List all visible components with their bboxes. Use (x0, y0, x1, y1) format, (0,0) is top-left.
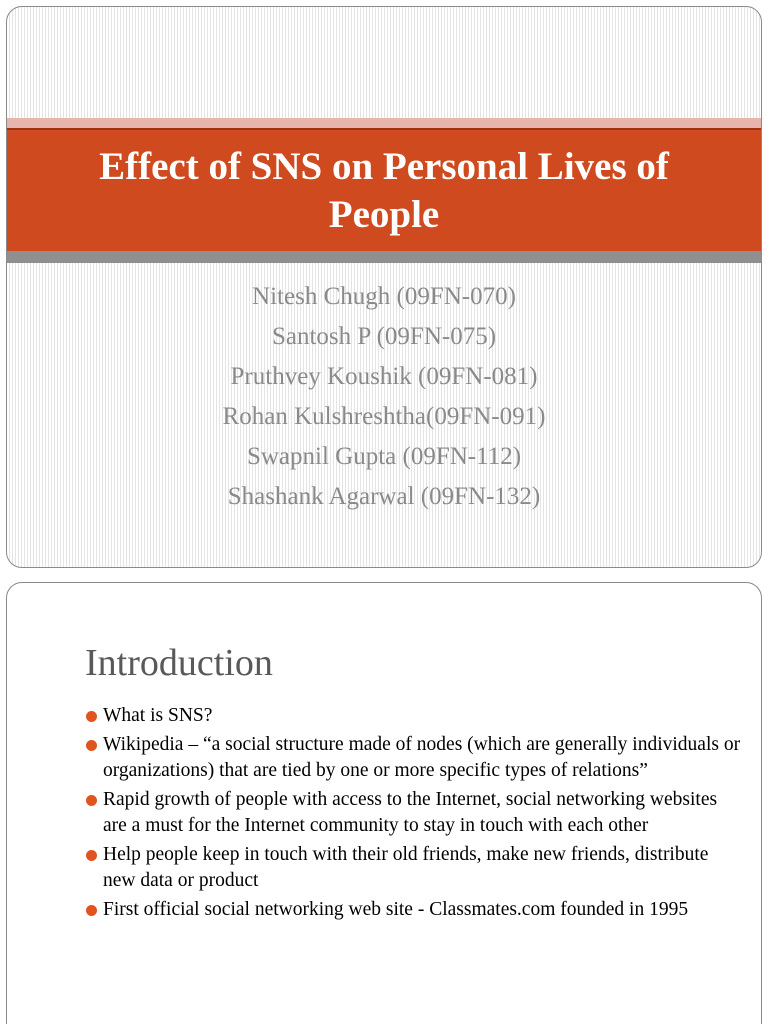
author-item: Swapnil Gupta (09FN-112) (246, 443, 522, 470)
title-slide (6, 6, 762, 568)
author-item: Pruthvey Koushik (09FN-081) (230, 363, 538, 390)
bullet-dot-icon (86, 850, 97, 861)
bullet-item (85, 897, 745, 924)
bullet-dot-icon (86, 795, 97, 806)
bullet-text: Rapid growth of people with access to the Internet, social networking websites are a must for the Internet community to stay in touch with each other (103, 788, 718, 836)
author-item: Rohan Kulshreshtha(09FN-091) (222, 403, 546, 430)
bullet-dot-icon (86, 711, 97, 722)
bullet-text: Wikipedia – “a social structure made of nodes (which are generally individuals or organizations) that are tied by one or more specific types of relations” (103, 733, 741, 781)
bullet-text: First official social networking web site - Classmates.com founded in 1995 (103, 898, 689, 920)
bullet-item (85, 703, 745, 730)
bullet-item (85, 732, 745, 785)
author-list (7, 277, 761, 517)
bullet-dot-icon (86, 905, 97, 916)
bullet-item (85, 787, 745, 840)
divider-stripe (7, 251, 761, 263)
author-item: Santosh P (09FN-075) (271, 323, 497, 350)
slide-heading: Introduction (85, 642, 273, 684)
author-item: Shashank Agarwal (09FN-132) (227, 483, 541, 510)
accent-stripe (7, 118, 761, 128)
bullet-text: Help people keep in touch with their old friends, make new friends, distribute new data or product (103, 843, 709, 891)
bullet-item (85, 842, 745, 895)
title-banner (7, 128, 761, 251)
bullet-dot-icon (86, 740, 97, 751)
author-item: Nitesh Chugh (09FN-070) (252, 283, 516, 310)
bullet-list (85, 703, 745, 925)
introduction-slide (6, 582, 762, 1024)
bullet-text: What is SNS? (103, 705, 213, 726)
slide-title: Effect of SNS on Personal Lives of People (99, 144, 669, 236)
